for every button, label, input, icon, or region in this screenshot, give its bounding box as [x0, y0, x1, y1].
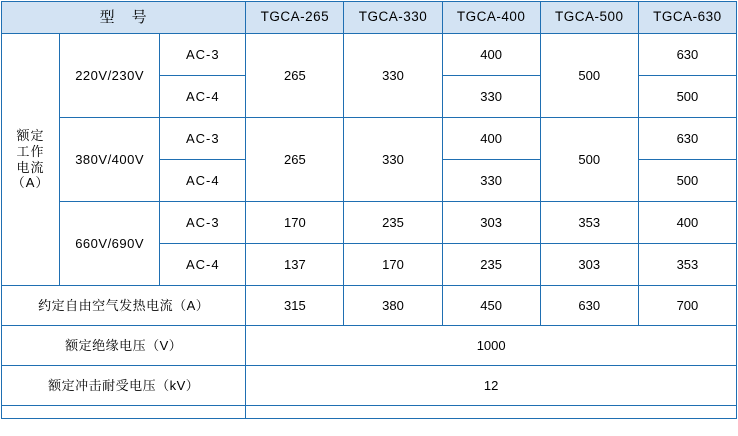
partial-value-cell — [246, 406, 737, 419]
ac-type-label: AC-4 — [160, 160, 246, 202]
value-cell: 380 — [344, 286, 442, 326]
row-impulse-voltage — [2, 366, 737, 406]
value-cell: 303 — [442, 202, 540, 244]
header-column-tgca-330: TGCA-330 — [344, 2, 442, 34]
header-column-tgca-400: TGCA-400 — [442, 2, 540, 34]
voltage-label-660v: 660V/690V — [60, 202, 160, 286]
table-header-row — [2, 2, 737, 34]
row-insulation-voltage — [2, 326, 737, 366]
header-column-tgca-265: TGCA-265 — [246, 2, 344, 34]
value-cell: 500 — [638, 160, 736, 202]
value-cell: 330 — [344, 118, 442, 202]
row-partial-cutoff — [2, 406, 737, 419]
value-cell: 170 — [344, 244, 442, 286]
value-cell: 235 — [344, 202, 442, 244]
value-cell: 330 — [442, 160, 540, 202]
row-thermal-current — [2, 286, 737, 326]
value-cell: 630 — [540, 286, 638, 326]
value-cell: 330 — [344, 34, 442, 118]
header-column-tgca-630: TGCA-630 — [638, 2, 736, 34]
value-cell: 500 — [540, 34, 638, 118]
value-cell: 235 — [442, 244, 540, 286]
row-220v-ac3 — [2, 34, 737, 76]
value-cell: 700 — [638, 286, 736, 326]
voltage-label-380v: 380V/400V — [60, 118, 160, 202]
ac-type-label: AC-4 — [160, 76, 246, 118]
value-cell: 400 — [442, 34, 540, 76]
insulation-voltage-value: 1000 — [246, 326, 737, 366]
impulse-voltage-label: 额定冲击耐受电压（kV） — [2, 366, 246, 406]
value-cell: 315 — [246, 286, 344, 326]
value-cell: 303 — [540, 244, 638, 286]
row-660v-ac3 — [2, 202, 737, 244]
row-380v-ac3 — [2, 118, 737, 160]
value-cell: 353 — [638, 244, 736, 286]
value-cell: 400 — [442, 118, 540, 160]
impulse-voltage-value: 12 — [246, 366, 737, 406]
rated-current-label: 额定 工作 电流 （A） — [2, 34, 60, 286]
value-cell: 630 — [638, 34, 736, 76]
header-column-tgca-500: TGCA-500 — [540, 2, 638, 34]
value-cell: 400 — [638, 202, 736, 244]
ac-type-label: AC-3 — [160, 34, 246, 76]
value-cell: 500 — [638, 76, 736, 118]
ac-type-label: AC-3 — [160, 118, 246, 160]
value-cell: 353 — [540, 202, 638, 244]
header-model-label: 型 号 — [2, 2, 246, 34]
value-cell: 450 — [442, 286, 540, 326]
thermal-current-label: 约定自由空气发热电流（A） — [2, 286, 246, 326]
voltage-label-220v: 220V/230V — [60, 34, 160, 118]
value-cell: 265 — [246, 118, 344, 202]
value-cell: 265 — [246, 34, 344, 118]
value-cell: 170 — [246, 202, 344, 244]
partial-label-cell — [2, 406, 246, 419]
value-cell: 630 — [638, 118, 736, 160]
specification-table — [1, 1, 737, 419]
value-cell: 137 — [246, 244, 344, 286]
ac-type-label: AC-3 — [160, 202, 246, 244]
value-cell: 330 — [442, 76, 540, 118]
insulation-voltage-label: 额定绝缘电压（V） — [2, 326, 246, 366]
ac-type-label: AC-4 — [160, 244, 246, 286]
value-cell: 500 — [540, 118, 638, 202]
